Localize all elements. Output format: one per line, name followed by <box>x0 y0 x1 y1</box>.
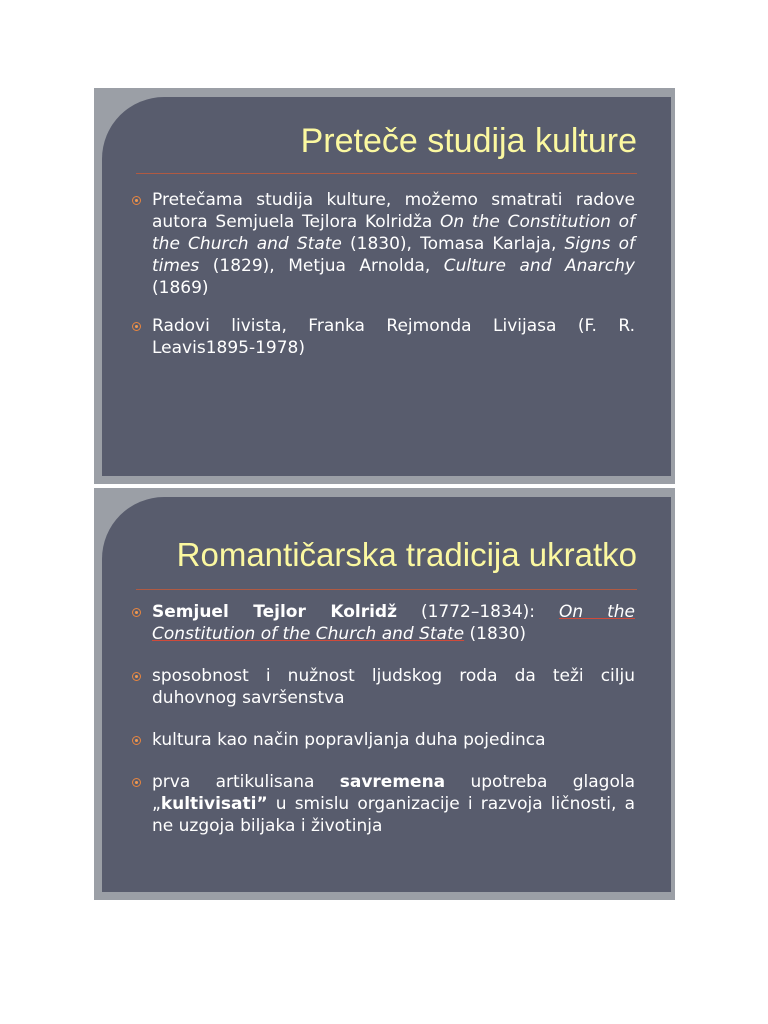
bullet-text: kultura kao način popravljanja duha pojedinca <box>152 730 546 750</box>
list-item <box>130 601 635 645</box>
list-item <box>130 315 635 359</box>
slide-1-panel <box>102 97 671 476</box>
slide-1 <box>94 88 675 484</box>
bullet-circle-icon <box>132 778 141 787</box>
list-item <box>130 189 635 299</box>
bullet-text: (1829), Metjua Arnolda, <box>199 256 444 276</box>
bullet-circle-icon <box>132 672 141 681</box>
title-divider <box>136 589 637 590</box>
book-title: On the Constitution of the Church and State <box>152 212 635 254</box>
bullet-circle-icon <box>132 736 141 745</box>
bullet-circle-icon <box>132 608 141 617</box>
bullet-text: prva artikulisana <box>152 772 340 792</box>
list-item <box>130 771 635 837</box>
bullet-text: sposobnost i nužnost ljudskog roda da teži cilju duhovnog savršenstva <box>152 666 635 708</box>
bullet-circle-icon <box>132 322 141 331</box>
book-title: Constitution of the Church and State <box>152 624 465 644</box>
slide-2-panel <box>102 497 671 892</box>
bullet-text: (1830) <box>464 624 527 644</box>
bullet-text: Pretečama studija kulture, možemo smatrati radove autora Semjuela Tejlora Kolridža <box>152 190 635 232</box>
title-divider <box>136 173 637 174</box>
bullet-text: Radovi livista, Franka Rejmonda Livijasa (F. R. Leavis1895-1978) <box>152 316 635 358</box>
slide-1-title: Preteče studija kulture <box>300 122 637 160</box>
slide-1-bullet-list <box>130 189 635 375</box>
bullet-text: (1830), Tomasa Karlaja, <box>341 234 565 254</box>
bullet-text: upotreba glagola „ <box>152 772 635 814</box>
slide-2-bullet-list <box>130 601 635 857</box>
bullet-text: u smislu organizacije i razvoja ličnosti, a ne uzgoja biljaka i životinja <box>152 794 635 836</box>
slide-2-title: Romantičarska tradicija ukratko <box>176 536 637 573</box>
list-item <box>130 665 635 709</box>
emphasis-text: savremena <box>339 772 446 792</box>
bullet-text: (1869) <box>152 278 209 298</box>
book-title: On the <box>558 602 635 622</box>
bullet-circle-icon <box>132 196 141 205</box>
book-title: Culture and Anarchy <box>443 256 635 276</box>
list-item <box>130 729 635 751</box>
bullet-text: (1772–1834): <box>397 602 559 622</box>
emphasis-text: kultivisati” <box>160 794 268 814</box>
book-title: Signs of times <box>152 234 635 276</box>
author-name: Semjuel Tejlor Kolridž <box>152 602 397 622</box>
slide-2 <box>94 488 675 900</box>
